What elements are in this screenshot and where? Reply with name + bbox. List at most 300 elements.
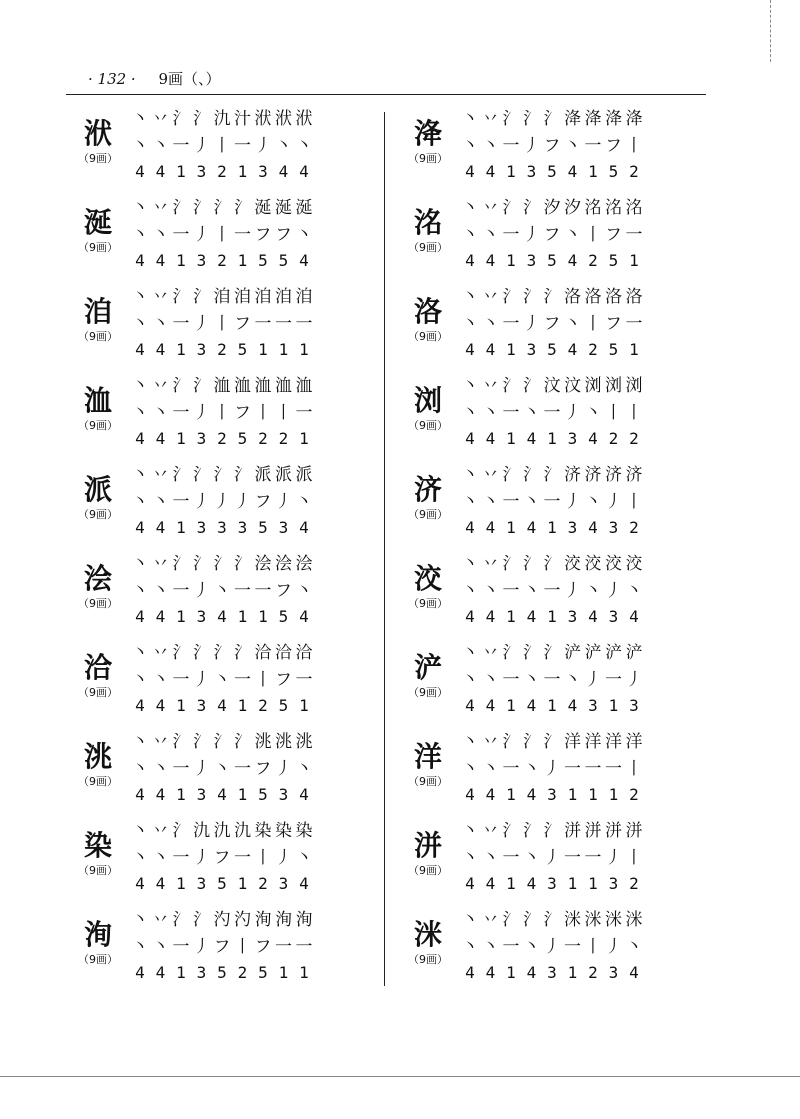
stroke-shape: 丶 xyxy=(523,848,540,868)
stroke-order-form: 氵 xyxy=(523,554,540,574)
stroke-order-form: 氵 xyxy=(193,287,210,307)
stroke-code: 5 xyxy=(278,696,289,715)
stroke-order-form: 洨 xyxy=(625,554,643,574)
character-entry xyxy=(400,371,700,460)
stroke-order-form: 丶 xyxy=(461,465,479,485)
stroke-code: 5 xyxy=(217,963,227,982)
stroke-code: 4 xyxy=(485,785,496,804)
stroke-order-form: 浍 xyxy=(295,554,313,574)
character-block xyxy=(400,474,456,522)
stroke-shape: 一 xyxy=(254,581,272,601)
stroke-code-row xyxy=(130,873,314,895)
stroke-code: 4 xyxy=(588,607,598,626)
stroke-code: 3 xyxy=(547,874,557,893)
stroke-code: 1 xyxy=(237,607,248,626)
stroke-count-tag: （9画） xyxy=(78,953,118,966)
stroke-code: 4 xyxy=(485,518,496,537)
stroke-order-form-row xyxy=(460,108,644,130)
stroke-shape-row xyxy=(460,669,644,691)
stroke-order-form: 丶 xyxy=(131,198,149,218)
stroke-code: 2 xyxy=(629,162,639,181)
stroke-shape: 丿 xyxy=(605,848,622,868)
stroke-order-form: 洣 xyxy=(625,910,643,930)
stroke-shape: 丿 xyxy=(523,314,540,334)
stroke-shape: 丿 xyxy=(193,403,210,423)
stroke-order-form: 洎 xyxy=(234,287,251,307)
stroke-shape: 一 xyxy=(295,403,313,423)
stroke-shape: 丨 xyxy=(275,403,292,423)
stroke-order-form: 洨 xyxy=(564,554,581,574)
stroke-code-row xyxy=(130,517,314,539)
stroke-order-form: 丶 xyxy=(131,109,149,129)
stroke-code: 1 xyxy=(237,874,248,893)
stroke-shape-row xyxy=(460,491,644,513)
stroke-order-form: 氿 xyxy=(213,109,231,129)
stroke-shape: 丶 xyxy=(152,670,169,690)
stroke-shape-row xyxy=(130,758,314,780)
stroke-code: 5 xyxy=(547,251,557,270)
character-block xyxy=(400,207,456,255)
stroke-code: 1 xyxy=(547,518,557,537)
stroke-order-form: 丶 xyxy=(461,732,479,752)
stroke-count-tag: （9画） xyxy=(408,419,448,432)
stroke-order-form: 丷 xyxy=(152,376,169,396)
stroke-shape: 丶 xyxy=(152,136,169,156)
stroke-code: 4 xyxy=(588,429,598,448)
stroke-order-form: 洵 xyxy=(254,910,272,930)
stroke-order-form: 氵 xyxy=(523,109,540,129)
stroke-order-form: 浍 xyxy=(254,554,272,574)
stroke-order-form: 洣 xyxy=(564,910,581,930)
stroke-code: 3 xyxy=(196,785,207,804)
stroke-order-form: 氵 xyxy=(502,643,520,663)
stroke-shape: 丶 xyxy=(461,403,479,423)
stroke-shape: 丿 xyxy=(564,492,581,512)
stroke-code: 3 xyxy=(608,607,619,626)
character-entry xyxy=(70,460,370,549)
stroke-order-form: 氵 xyxy=(172,554,190,574)
stroke-shape: フ xyxy=(605,136,622,156)
stroke-order-form: 氵 xyxy=(543,732,561,752)
stroke-order-form: 洚 xyxy=(584,109,602,129)
stroke-shape: 丶 xyxy=(625,581,643,601)
stroke-code: 4 xyxy=(485,429,496,448)
stroke-shape-row xyxy=(460,758,644,780)
character-block xyxy=(70,118,126,166)
character-entry xyxy=(70,193,370,282)
stroke-order-form: 洋 xyxy=(564,732,581,752)
stroke-order-form: 洽 xyxy=(295,643,313,663)
stroke-order-form: 洫 xyxy=(295,376,313,396)
stroke-code: 2 xyxy=(629,785,639,804)
character-entry xyxy=(70,816,370,905)
stroke-code: 3 xyxy=(196,696,207,715)
stroke-order-form: 丶 xyxy=(461,109,479,129)
stroke-shape: 一 xyxy=(172,937,190,957)
stroke-order-form: 洴 xyxy=(584,821,602,841)
stroke-shape: 丿 xyxy=(234,492,251,512)
page-number: · 132 · xyxy=(88,70,136,88)
stroke-code: 3 xyxy=(196,162,207,181)
stroke-shape: 丿 xyxy=(193,225,210,245)
stroke-shape: フ xyxy=(213,848,231,868)
stroke-code-row xyxy=(130,695,314,717)
stroke-code: 4 xyxy=(567,162,578,181)
stroke-code: 5 xyxy=(547,162,557,181)
stroke-shape: 丶 xyxy=(461,225,479,245)
stroke-shape: 丶 xyxy=(295,225,313,245)
stroke-code: 4 xyxy=(155,429,166,448)
stroke-code: 2 xyxy=(217,162,227,181)
stroke-code: 3 xyxy=(237,518,248,537)
stroke-order-form: 氵 xyxy=(523,465,540,485)
stroke-code: 3 xyxy=(608,963,619,982)
stroke-order-form: 丷 xyxy=(482,287,499,307)
stroke-order-form: 洵 xyxy=(295,910,313,930)
stroke-order-form: 丷 xyxy=(482,732,499,752)
stroke-shape: 丿 xyxy=(564,581,581,601)
stroke-code: 4 xyxy=(465,963,475,982)
stroke-code: 3 xyxy=(526,251,537,270)
stroke-shape: 一 xyxy=(295,937,313,957)
stroke-shape: 丶 xyxy=(131,581,149,601)
stroke-shape: フ xyxy=(543,225,561,245)
character-entry xyxy=(400,816,700,905)
character-entry xyxy=(400,905,700,994)
stroke-order-form: 洽 xyxy=(254,643,272,663)
stroke-shape: 丿 xyxy=(564,403,581,423)
stroke-order-form: 氵 xyxy=(213,554,231,574)
stroke-shape: 丶 xyxy=(461,136,479,156)
stroke-code: 4 xyxy=(155,340,166,359)
stroke-code: 4 xyxy=(465,251,475,270)
stroke-shape-row xyxy=(460,313,644,335)
stroke-order-form: 汐 xyxy=(543,198,561,218)
character-block xyxy=(400,652,456,700)
stroke-order-form: 染 xyxy=(254,821,272,841)
character-entry xyxy=(400,549,700,638)
stroke-shape: 一 xyxy=(543,581,561,601)
stroke-shape: 一 xyxy=(172,314,190,334)
stroke-code: 2 xyxy=(217,251,227,270)
stroke-shape: 丶 xyxy=(131,403,149,423)
stroke-shape: 一 xyxy=(584,136,602,156)
stroke-order-form: 洎 xyxy=(295,287,313,307)
stroke-order-form: 氵 xyxy=(523,643,540,663)
stroke-code: 1 xyxy=(176,340,186,359)
stroke-code: 1 xyxy=(299,696,309,715)
stroke-shape: 丶 xyxy=(523,670,540,690)
stroke-order-form: 氵 xyxy=(502,821,520,841)
stroke-shape: 丶 xyxy=(523,937,540,957)
stroke-order-form: 氵 xyxy=(523,732,540,752)
stroke-shape: 丶 xyxy=(461,848,479,868)
headword-character: 洵 xyxy=(83,918,112,951)
stroke-order-form: 氵 xyxy=(543,287,561,307)
stroke-code: 1 xyxy=(176,429,186,448)
stroke-order-form: 济 xyxy=(605,465,622,485)
stroke-code: 4 xyxy=(299,251,309,270)
stroke-shape-row xyxy=(460,135,644,157)
stroke-code: 1 xyxy=(506,429,516,448)
stroke-order-form: 氵 xyxy=(213,465,231,485)
stroke-shape: 丶 xyxy=(295,136,313,156)
stroke-order-form: 氵 xyxy=(543,109,561,129)
stroke-order-form-row xyxy=(130,731,314,753)
stroke-order-form: 氵 xyxy=(502,198,520,218)
stroke-code: 4 xyxy=(155,162,166,181)
stroke-shape-row xyxy=(130,580,314,602)
stroke-code: 4 xyxy=(299,785,309,804)
stroke-code: 4 xyxy=(465,162,475,181)
stroke-order-form: 氵 xyxy=(543,910,561,930)
stroke-shape: 一 xyxy=(502,492,520,512)
stroke-code: 1 xyxy=(237,785,248,804)
stroke-code: 1 xyxy=(588,785,598,804)
stroke-code: 1 xyxy=(567,785,578,804)
stroke-code: 1 xyxy=(176,251,186,270)
stroke-shape: 一 xyxy=(275,314,292,334)
stroke-shape: 丿 xyxy=(523,225,540,245)
stroke-code: 1 xyxy=(506,874,516,893)
stroke-code: 2 xyxy=(237,963,248,982)
stroke-code: 1 xyxy=(588,874,598,893)
stroke-order-form: 氵 xyxy=(543,554,561,574)
stroke-shape: 丶 xyxy=(523,492,540,512)
stroke-shape: 丿 xyxy=(543,848,561,868)
stroke-shape: 丶 xyxy=(482,225,499,245)
stroke-count-tag: （9画） xyxy=(408,686,448,699)
stroke-code-row xyxy=(460,784,644,806)
character-entry xyxy=(400,638,700,727)
stroke-order-form: 氵 xyxy=(234,643,251,663)
stroke-code: 1 xyxy=(176,518,186,537)
stroke-order-form-row xyxy=(460,731,644,753)
stroke-shape: 丶 xyxy=(461,492,479,512)
stroke-order-form: 丷 xyxy=(152,287,169,307)
stroke-shape: 丶 xyxy=(152,403,169,423)
stroke-code-row xyxy=(460,339,644,361)
stroke-code: 4 xyxy=(485,251,496,270)
stroke-shape: 一 xyxy=(295,670,313,690)
stroke-order-form: 洴 xyxy=(605,821,622,841)
stroke-code: 2 xyxy=(629,874,639,893)
stroke-order-form-row xyxy=(460,286,644,308)
stroke-code: 4 xyxy=(526,963,537,982)
stroke-order-form: 洮 xyxy=(295,732,313,752)
stroke-code: 3 xyxy=(278,518,289,537)
stroke-shape: 一 xyxy=(172,670,190,690)
stroke-order-form: 派 xyxy=(275,465,292,485)
stroke-shape: 丶 xyxy=(482,314,499,334)
stroke-order-form: 丶 xyxy=(461,554,479,574)
stroke-code: 4 xyxy=(299,874,309,893)
stroke-code: 3 xyxy=(567,518,578,537)
stroke-order-form: 氵 xyxy=(234,198,251,218)
stroke-code: 4 xyxy=(526,696,537,715)
stroke-shape: 丶 xyxy=(152,848,169,868)
stroke-order-form: 派 xyxy=(254,465,272,485)
stroke-shape-row xyxy=(460,580,644,602)
stroke-code: 3 xyxy=(608,518,619,537)
stroke-count-tag: （9画） xyxy=(408,597,448,610)
stroke-shape-row xyxy=(130,491,314,513)
stroke-shape: 一 xyxy=(502,225,520,245)
stroke-order-form: 氵 xyxy=(213,198,231,218)
stroke-shape: フ xyxy=(275,670,292,690)
stroke-shape: 丿 xyxy=(275,759,292,779)
stroke-order-form: 汁 xyxy=(234,109,251,129)
stroke-order-form-row xyxy=(130,909,314,931)
character-block xyxy=(400,563,456,611)
stroke-code: 1 xyxy=(176,963,186,982)
stroke-code: 3 xyxy=(526,162,537,181)
stroke-code-row xyxy=(460,873,644,895)
stroke-code: 1 xyxy=(278,340,289,359)
stroke-order-form: 洚 xyxy=(564,109,581,129)
stroke-order-form: 浍 xyxy=(275,554,292,574)
stroke-count-tag: （9画） xyxy=(78,686,118,699)
stroke-shape: 丿 xyxy=(193,136,210,156)
stroke-code: 4 xyxy=(155,963,166,982)
stroke-order-form: 洎 xyxy=(254,287,272,307)
character-block xyxy=(70,652,126,700)
headword-character: 洮 xyxy=(83,740,112,773)
stroke-order-form-row xyxy=(130,197,314,219)
stroke-order-form: 丷 xyxy=(482,643,499,663)
headword-character: 浍 xyxy=(83,562,112,595)
stroke-order-form: 氵 xyxy=(172,643,190,663)
stroke-shape: 一 xyxy=(625,225,643,245)
stroke-code: 2 xyxy=(258,874,268,893)
stroke-code: 4 xyxy=(299,162,309,181)
stroke-order-form: 洋 xyxy=(605,732,622,752)
stroke-code: 1 xyxy=(608,785,619,804)
stroke-order-form: 浏 xyxy=(625,376,643,396)
stroke-code: 2 xyxy=(588,251,598,270)
stroke-shape: 丨 xyxy=(625,403,643,423)
stroke-shape: フ xyxy=(234,314,251,334)
stroke-shape-row xyxy=(130,402,314,424)
stroke-shape: 一 xyxy=(564,937,581,957)
stroke-code: 5 xyxy=(258,785,268,804)
stroke-code: 4 xyxy=(465,696,475,715)
stroke-order-form: 洫 xyxy=(275,376,292,396)
stroke-shape: 丿 xyxy=(254,136,272,156)
stroke-shape: 丿 xyxy=(275,492,292,512)
stroke-code: 4 xyxy=(465,607,475,626)
stroke-order-form: 派 xyxy=(295,465,313,485)
stroke-order-form: 氵 xyxy=(502,465,520,485)
stroke-code: 1 xyxy=(237,162,248,181)
stroke-code: 4 xyxy=(567,696,578,715)
stroke-order-form: 氵 xyxy=(502,554,520,574)
stroke-shape: 丨 xyxy=(213,225,231,245)
stroke-code-row xyxy=(460,962,644,984)
stroke-shape: 丿 xyxy=(193,937,210,957)
stroke-order-form: 氵 xyxy=(193,732,210,752)
stroke-order-form-row xyxy=(460,464,644,486)
stroke-code: 1 xyxy=(629,251,639,270)
stroke-shape: 一 xyxy=(584,759,602,779)
stroke-order-form: 洚 xyxy=(625,109,643,129)
stroke-code: 1 xyxy=(506,251,516,270)
stroke-code: 1 xyxy=(506,607,516,626)
stroke-code: 1 xyxy=(608,696,619,715)
stroke-order-form: 氵 xyxy=(234,554,251,574)
right-column xyxy=(400,104,700,994)
stroke-shape-row xyxy=(460,224,644,246)
stroke-order-form: 氵 xyxy=(523,910,540,930)
stroke-order-form: 浏 xyxy=(605,376,622,396)
stroke-code: 4 xyxy=(526,429,537,448)
stroke-shape: 丨 xyxy=(625,759,643,779)
stroke-code: 4 xyxy=(485,162,496,181)
stroke-order-form: 洨 xyxy=(584,554,602,574)
stroke-shape: 一 xyxy=(234,225,251,245)
stroke-shape-row xyxy=(460,402,644,424)
stroke-code: 1 xyxy=(299,429,309,448)
character-block xyxy=(400,296,456,344)
stroke-code: 1 xyxy=(258,340,268,359)
stroke-count-tag: （9画） xyxy=(78,241,118,254)
stroke-order-form: 洋 xyxy=(584,732,602,752)
stroke-code: 4 xyxy=(135,429,145,448)
stroke-shape: 丶 xyxy=(275,136,292,156)
character-entry xyxy=(400,282,700,371)
character-entry xyxy=(400,727,700,816)
stroke-code: 3 xyxy=(629,696,639,715)
stroke-order-form: 丷 xyxy=(152,732,169,752)
stroke-code: 4 xyxy=(155,785,166,804)
stroke-shape: 丶 xyxy=(584,581,602,601)
character-entry xyxy=(400,460,700,549)
stroke-shape: 丶 xyxy=(295,759,313,779)
stroke-code: 4 xyxy=(135,696,145,715)
stroke-shape: 丶 xyxy=(131,848,149,868)
stroke-order-form: 洺 xyxy=(584,198,602,218)
stroke-code: 4 xyxy=(299,607,309,626)
stroke-shape: 丶 xyxy=(295,848,313,868)
stroke-code: 3 xyxy=(278,785,289,804)
stroke-shape: 一 xyxy=(254,314,272,334)
column-divider xyxy=(384,112,385,986)
stroke-order-form: 丷 xyxy=(152,643,169,663)
stroke-shape: 丶 xyxy=(152,759,169,779)
stroke-shape: 一 xyxy=(172,759,190,779)
stroke-order-form: 洚 xyxy=(605,109,622,129)
stroke-shape: 一 xyxy=(543,403,561,423)
stroke-shape: 一 xyxy=(605,670,622,690)
stroke-order-form: 洮 xyxy=(254,732,272,752)
stroke-shape: 丶 xyxy=(482,937,499,957)
stroke-shape-row xyxy=(130,936,314,958)
stroke-order-form: 丶 xyxy=(131,465,149,485)
stroke-shape: 丶 xyxy=(131,225,149,245)
stroke-code: 4 xyxy=(485,963,496,982)
stroke-shape: フ xyxy=(254,225,272,245)
stroke-order-form: 丷 xyxy=(152,554,169,574)
stroke-shape: 丶 xyxy=(482,136,499,156)
stroke-shape: 丶 xyxy=(523,759,540,779)
stroke-code: 5 xyxy=(237,429,248,448)
stroke-order-form-row xyxy=(460,909,644,931)
stroke-shape: 一 xyxy=(234,136,251,156)
character-entry xyxy=(70,549,370,638)
stroke-code: 5 xyxy=(217,874,227,893)
character-entry xyxy=(70,371,370,460)
stroke-shape: 一 xyxy=(502,581,520,601)
